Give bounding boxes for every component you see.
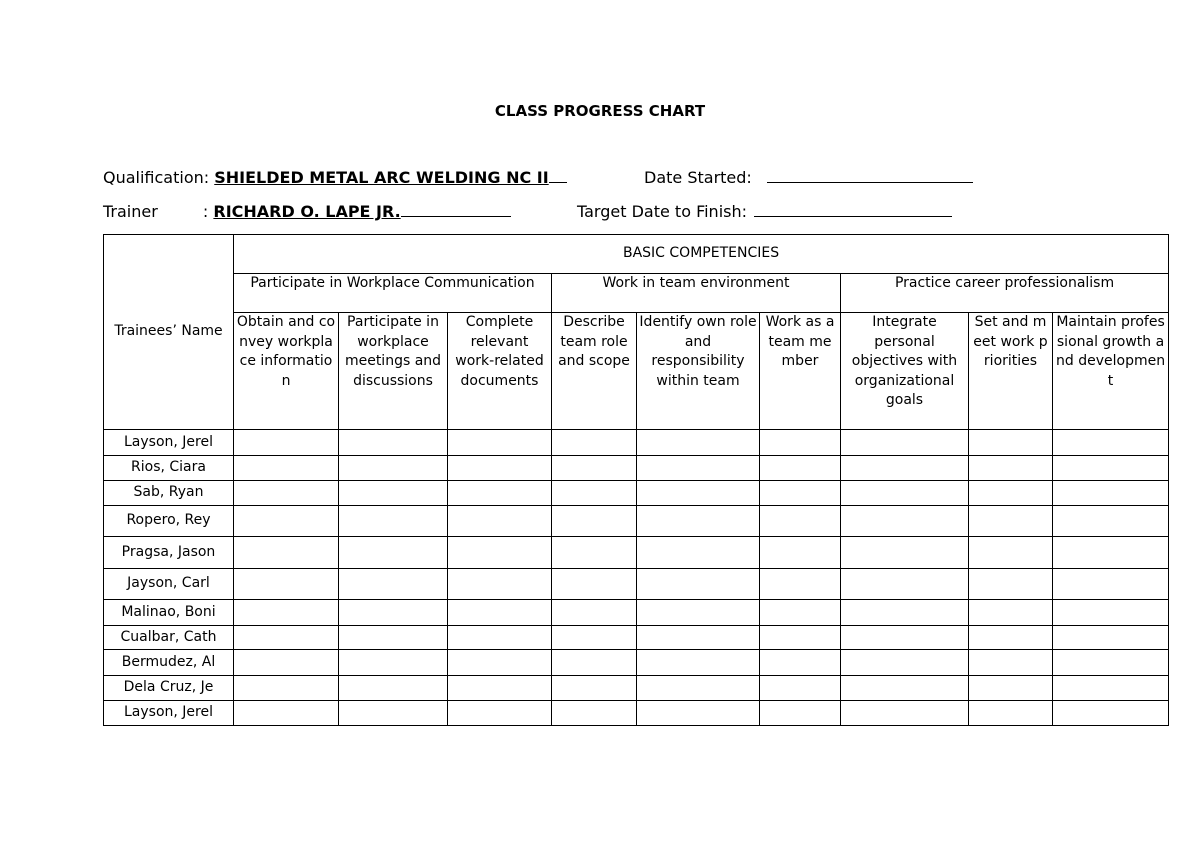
date-started-line: [644, 168, 973, 187]
progress-cell[interactable]: [234, 676, 339, 701]
progress-cell[interactable]: [841, 676, 969, 701]
trainee-name: Bermudez, Al: [104, 650, 234, 676]
group-header: Participate in Workplace Communication: [234, 274, 552, 313]
progress-cell[interactable]: [552, 430, 637, 456]
trainee-name: Sab, Ryan: [104, 481, 234, 506]
unit-header: Integrate personal objectives with organizational goals: [841, 313, 969, 430]
progress-cell[interactable]: [760, 569, 841, 600]
progress-cell[interactable]: [234, 569, 339, 600]
progress-cell[interactable]: [969, 506, 1053, 537]
progress-cell[interactable]: [969, 626, 1053, 650]
progress-cell[interactable]: [552, 626, 637, 650]
progress-cell[interactable]: [841, 600, 969, 626]
progress-table: [103, 234, 1169, 726]
trainee-name: Layson, Jerel: [104, 701, 234, 726]
progress-cell[interactable]: [637, 650, 760, 676]
progress-cell[interactable]: [339, 569, 448, 600]
trainee-name: Malinao, Boni: [104, 600, 234, 626]
header-row-groups: [104, 274, 1169, 313]
unit-header: Obtain and convey workplace information: [234, 313, 339, 430]
progress-cell[interactable]: [637, 701, 760, 726]
progress-cell[interactable]: [760, 456, 841, 481]
trainee-row: [104, 650, 1169, 676]
progress-cell[interactable]: [1053, 701, 1169, 726]
progress-cell[interactable]: [552, 537, 637, 569]
group-header: Work in team environment: [552, 274, 841, 313]
trainee-name: Pragsa, Jason: [104, 537, 234, 569]
header-row-main: [104, 235, 1169, 274]
progress-cell[interactable]: [841, 481, 969, 506]
progress-cell[interactable]: [1053, 481, 1169, 506]
progress-cell[interactable]: [760, 430, 841, 456]
progress-cell[interactable]: [448, 569, 552, 600]
progress-cell[interactable]: [448, 650, 552, 676]
progress-cell[interactable]: [448, 626, 552, 650]
progress-cell[interactable]: [339, 626, 448, 650]
progress-cell[interactable]: [1053, 650, 1169, 676]
progress-cell[interactable]: [637, 481, 760, 506]
trainer-colon: :: [202, 202, 209, 221]
trainer-label: Trainer: [103, 202, 158, 221]
trainer-line: [103, 202, 511, 221]
header-row-units: [104, 313, 1169, 430]
trainee-row: [104, 506, 1169, 537]
progress-cell[interactable]: [969, 569, 1053, 600]
progress-cell[interactable]: [339, 537, 448, 569]
unit-header: Complete relevant work-related documents: [448, 313, 552, 430]
progress-cell[interactable]: [1053, 626, 1169, 650]
progress-cell[interactable]: [760, 676, 841, 701]
trainee-row: [104, 537, 1169, 569]
progress-cell[interactable]: [1053, 506, 1169, 537]
progress-cell[interactable]: [339, 430, 448, 456]
progress-cell[interactable]: [1053, 676, 1169, 701]
qualification-line: [103, 168, 567, 187]
progress-cell[interactable]: [969, 481, 1053, 506]
trainee-rows: [104, 430, 1169, 726]
progress-cell[interactable]: [552, 650, 637, 676]
progress-cell[interactable]: [448, 506, 552, 537]
trainee-row: [104, 626, 1169, 650]
document-title: CLASS PROGRESS CHART: [494, 102, 706, 120]
qualification-underline: [549, 168, 567, 183]
progress-cell[interactable]: [841, 506, 969, 537]
progress-cell[interactable]: [1053, 456, 1169, 481]
progress-cell[interactable]: [234, 456, 339, 481]
progress-cell[interactable]: [552, 569, 637, 600]
unit-header: Describe team role and scope: [552, 313, 637, 430]
qualification-value: SHIELDED METAL ARC WELDING NC II: [214, 168, 549, 187]
progress-cell[interactable]: [552, 506, 637, 537]
progress-cell[interactable]: [234, 430, 339, 456]
progress-cell[interactable]: [339, 481, 448, 506]
qualification-label: Qualification:: [103, 168, 210, 187]
trainee-name: Ropero, Rey: [104, 506, 234, 537]
progress-cell[interactable]: [637, 456, 760, 481]
progress-cell[interactable]: [969, 701, 1053, 726]
trainee-row: [104, 456, 1169, 481]
progress-cell[interactable]: [969, 430, 1053, 456]
progress-cell[interactable]: [339, 456, 448, 481]
unit-header: Work as a team member: [760, 313, 841, 430]
progress-cell[interactable]: [841, 456, 969, 481]
progress-cell[interactable]: [552, 456, 637, 481]
trainee-row: [104, 701, 1169, 726]
progress-cell[interactable]: [760, 650, 841, 676]
progress-cell[interactable]: [1053, 569, 1169, 600]
progress-cell[interactable]: [339, 676, 448, 701]
progress-cell[interactable]: [841, 569, 969, 600]
progress-cell[interactable]: [448, 481, 552, 506]
progress-cell[interactable]: [1053, 537, 1169, 569]
progress-cell[interactable]: [448, 537, 552, 569]
trainee-name: Jayson, Carl: [104, 569, 234, 600]
trainee-row: [104, 600, 1169, 626]
progress-cell[interactable]: [448, 600, 552, 626]
progress-cell[interactable]: [841, 650, 969, 676]
target-date-label: Target Date to Finish:: [577, 202, 747, 221]
trainee-row: [104, 569, 1169, 600]
progress-cell[interactable]: [234, 506, 339, 537]
progress-cell[interactable]: [637, 676, 760, 701]
progress-cell[interactable]: [448, 701, 552, 726]
progress-cell[interactable]: [637, 626, 760, 650]
progress-cell[interactable]: [339, 506, 448, 537]
trainee-row: [104, 430, 1169, 456]
progress-cell[interactable]: [552, 676, 637, 701]
progress-cell[interactable]: [1053, 430, 1169, 456]
progress-cell[interactable]: [637, 569, 760, 600]
progress-cell[interactable]: [841, 626, 969, 650]
basic-competencies-header: BASIC COMPETENCIES: [234, 235, 1169, 274]
unit-header: Maintain professional growth and development: [1053, 313, 1169, 430]
progress-cell[interactable]: [760, 481, 841, 506]
progress-cell[interactable]: [552, 701, 637, 726]
progress-cell[interactable]: [448, 456, 552, 481]
progress-cell[interactable]: [234, 650, 339, 676]
progress-cell[interactable]: [760, 506, 841, 537]
unit-header: Identify own role and responsibility within team: [637, 313, 760, 430]
date-started-blank[interactable]: [767, 168, 973, 183]
progress-cell[interactable]: [448, 676, 552, 701]
progress-cell[interactable]: [841, 701, 969, 726]
progress-cell[interactable]: [1053, 600, 1169, 626]
progress-cell[interactable]: [448, 430, 552, 456]
progress-cell[interactable]: [637, 430, 760, 456]
progress-cell[interactable]: [552, 481, 637, 506]
trainee-row: [104, 481, 1169, 506]
date-started-label: Date Started:: [644, 168, 752, 187]
group-header: Practice career professionalism: [841, 274, 1169, 313]
trainee-row: [104, 676, 1169, 701]
progress-cell[interactable]: [760, 537, 841, 569]
progress-cell[interactable]: [234, 600, 339, 626]
progress-cell[interactable]: [234, 537, 339, 569]
progress-cell[interactable]: [339, 650, 448, 676]
trainee-name: Dela Cruz, Je: [104, 676, 234, 701]
progress-cell[interactable]: [760, 701, 841, 726]
target-date-blank[interactable]: [754, 202, 952, 217]
progress-cell[interactable]: [760, 626, 841, 650]
progress-cell[interactable]: [234, 626, 339, 650]
progress-cell[interactable]: [234, 701, 339, 726]
progress-cell[interactable]: [234, 481, 339, 506]
progress-cell[interactable]: [339, 701, 448, 726]
progress-cell[interactable]: [969, 676, 1053, 701]
trainee-name: Cualbar, Cath: [104, 626, 234, 650]
trainees-name-header: Trainees’ Name: [104, 235, 234, 430]
progress-cell[interactable]: [969, 600, 1053, 626]
progress-cell[interactable]: [841, 430, 969, 456]
unit-header: Participate in workplace meetings and discussions: [339, 313, 448, 430]
trainer-underline: [401, 202, 511, 217]
trainee-name: Layson, Jerel: [104, 430, 234, 456]
trainer-value: RICHARD O. LAPE JR.: [213, 202, 401, 221]
progress-cell[interactable]: [637, 600, 760, 626]
progress-cell[interactable]: [339, 600, 448, 626]
progress-cell[interactable]: [552, 600, 637, 626]
progress-cell[interactable]: [637, 506, 760, 537]
trainee-name: Rios, Ciara: [104, 456, 234, 481]
progress-cell[interactable]: [841, 537, 969, 569]
target-date-line: [577, 202, 952, 221]
progress-cell[interactable]: [760, 600, 841, 626]
progress-cell[interactable]: [637, 537, 760, 569]
progress-cell[interactable]: [969, 537, 1053, 569]
progress-cell[interactable]: [969, 650, 1053, 676]
progress-cell[interactable]: [969, 456, 1053, 481]
unit-header: Set and meet work priorities: [969, 313, 1053, 430]
